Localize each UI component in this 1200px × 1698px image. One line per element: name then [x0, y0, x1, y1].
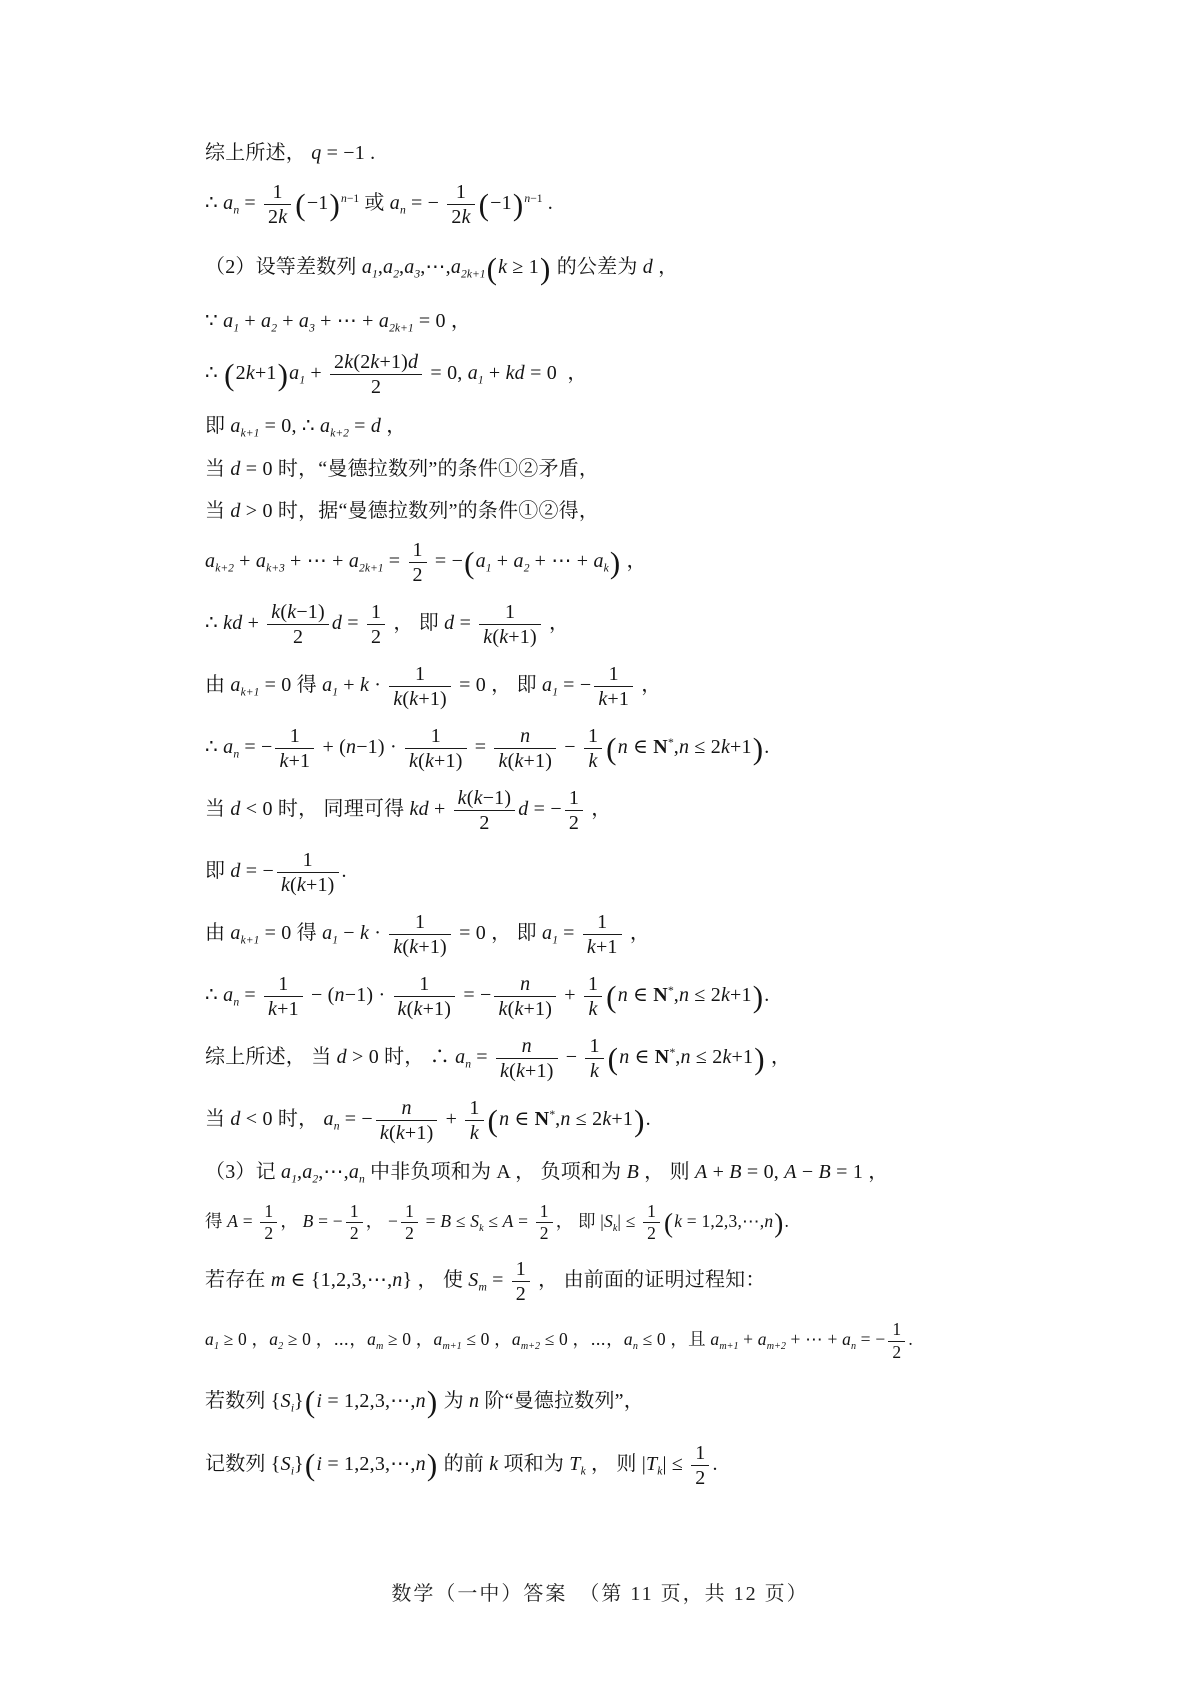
- line-si-mandela: 若数列 $\{S_i\}(i$ = 1,2,3,⋯,n) 为 n 阶“曼德拉数列”，: [205, 1384, 644, 1420]
- line-an-d-negative: ∴ $a_n$ = $\frac{1}{k+1}$ − (n−1) · $\frac{1}{k(k+1)}$ = − $\frac{n}{k(k+1)}$ + $\frac{1}{k}$ (n ∈ N*,n ≤ 2k+1).: [205, 972, 770, 1020]
- line-sum-formula: ∴ $(2k+1)a_1$ + $\frac{2k(2k+1)d}{2}$ = 0, $a_1$ + kd = 0 ，: [205, 351, 588, 399]
- line-summary-q: 综上所述， q = −1 .: [205, 142, 376, 164]
- line-case-d-negative: 当 d < 0 时， 同理可得 kd + $\frac{k(k-1)}{2}$ d = − $\frac{1}{2}$ ，: [205, 786, 612, 834]
- line-part3-setup: （3）记 $a_1,a_2,\cdots,a_n$ 中非负项和为 A ， 负项和为 B ， 则 A + B = 0, A − B = 1 ，: [205, 1160, 889, 1186]
- line-case-d-zero: 当 d = 0 时，“曼德拉数列”的条件①②矛盾，: [205, 458, 600, 481]
- line-sk-bounds: 得 A = $\frac{1}{2}$ ， B = − $\frac{1}{2}$ ， − $\frac{1}{2}$ = $B \le S_k \le A$ = $\frac{1}{2}$ ， 即 $|S_k|$ ≤ $\frac{1}{2}$ (k = 1,2,3,⋯,n).: [205, 1200, 790, 1244]
- line-sign-sequence: $a_1 \ge 0$ ，$a_2 \ge 0$ ，⋯，$a_m \ge 0$ ，$a_{m+1} \le 0$ ，$a_{m+2} \le 0$ ，⋯，$a_n \le 0$ ，且 $a_{m+1} + a_{m+2}$ + ⋯ + $a_n$ = − $\frac{1}{2}$ .: [205, 1319, 913, 1362]
- math-content: [205, 140, 1060, 1489]
- line-tk-bound: 记数列 $\{S_i\}(i$ = 1,2,3,⋯,n) 的前 k 项和为 $T_k$ ， 则 $|T_k|$ ≤ $\frac{1}{2}$ .: [205, 1441, 718, 1489]
- line-an-d-positive: ∴ $a_n$ = − $\frac{1}{k+1}$ + (n−1) · $\frac{1}{k(k+1)}$ = $\frac{n}{k(k+1)}$ − $\frac{1}{k}$ (n ∈ N*,n ≤ 2k+1).: [205, 724, 770, 772]
- line-solve-d: ∴ kd + $\frac{k(k-1)}{2}$ d = $\frac{1}{2}$ ， 即 d = $\frac{1}{k(k+1)}$ ，: [205, 600, 570, 648]
- line-summary-d-positive: 综上所述， 当 d > 0 时， ∴ $a_n$ = $\frac{n}{k(k+1)}$ − $\frac{1}{k}$ (n ∈ N*,n ≤ 2k+1) ，: [205, 1034, 792, 1082]
- line-ak1-zero: 即 $a_{k+1} = 0$, ∴ $a_{k+2} = d$ ，: [205, 415, 407, 440]
- line-exists-m: 若存在 m ∈ {1,2,3,⋯,n} ， 使 $S_m$ = $\frac{1}{2}$ ， 由前面的证明过程知：: [205, 1258, 766, 1306]
- line-half-sum: $a_{k+2} + a_{k+3}$ + ⋯ + $a_{2k+1}$ = $\frac{1}{2}$ = $-(a_1 + a_2$ + ⋯ + $a_k$) ，: [205, 538, 647, 586]
- line-solve-a1-negative: 由 $a_{k+1} = 0$ 得 $a_1 + k$ · $\frac{1}{k(k+1)}$ = 0 ， 即 $a_1$ = − $\frac{1}{k+1}$ ，: [205, 662, 662, 710]
- line-part2-setup: （2）设等差数列 $a_1,a_2,a_3,\cdots,a_{2k+1}(k \ge 1)$ 的公差为 d ，: [205, 250, 679, 286]
- line-summary-d-negative: 当 d < 0 时， $a_n$ = − $\frac{n}{k(k+1)}$ + $\frac{1}{k}$ (n ∈ N*,n ≤ 2k+1).: [205, 1096, 651, 1144]
- line-sum-zero: ∵ $a_1 + a_2 + a_3$ + ⋯ + $a_{2k+1} = 0$ ，: [205, 310, 472, 335]
- line-an-general-formula: ∴ $a_n$ = $\frac{1}{2k}$ $(-1)^{n-1}$ 或 $a_n$ = − $\frac{1}{2k}$ $(-1)^{n-1}$ .: [205, 181, 553, 229]
- line-case-d-positive: 当 d > 0 时，据“曼德拉数列”的条件①②得，: [205, 499, 600, 522]
- line-d-negative-value: 即 d = − $\frac{1}{k(k+1)}$ .: [205, 848, 347, 896]
- page-footer: 数学（一中）答案 （第 11 页，共 12 页）: [391, 1583, 809, 1605]
- line-solve-a1-positive: 由 $a_{k+1} = 0$ 得 $a_1 - k$ · $\frac{1}{k(k+1)}$ = 0 ， 即 $a_1$ = $\frac{1}{k+1}$ ，: [205, 910, 651, 958]
